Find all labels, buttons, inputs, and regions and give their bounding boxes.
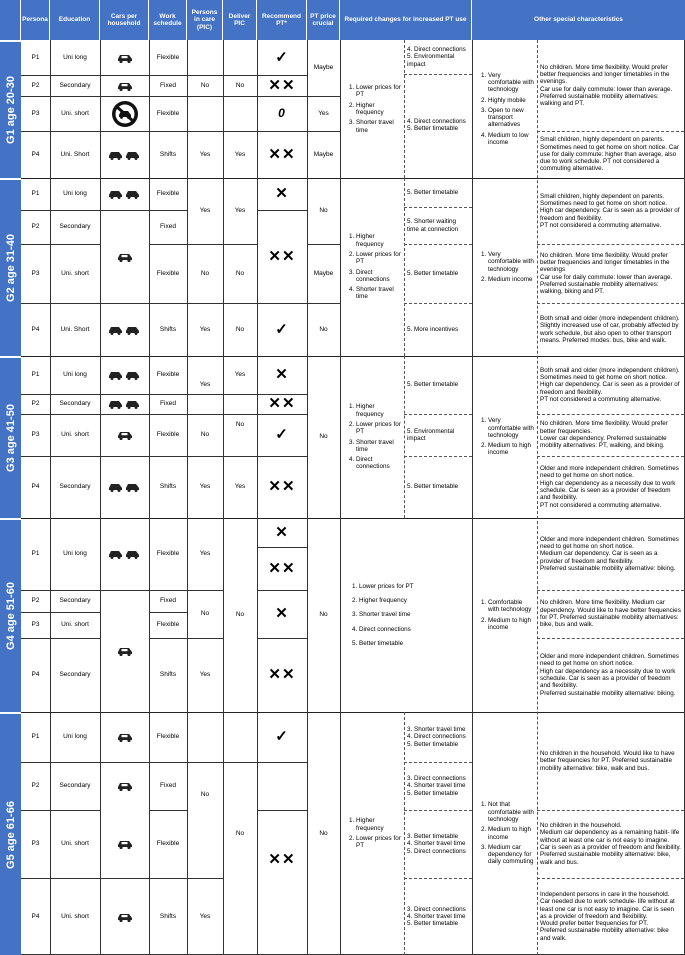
g4-persona-p4: P4 xyxy=(31,671,40,679)
g4-education-p3: Uni. short xyxy=(61,621,89,629)
header-price: PT price crucial xyxy=(307,0,340,40)
g2-price-2: Maybe xyxy=(313,269,334,277)
header-changes: Required changes for increased PT use xyxy=(340,0,472,40)
g3-detail-3: 5. Better timetable xyxy=(407,483,459,491)
double-cross-mark: ✕✕ xyxy=(268,851,296,869)
g2-detail-1: 5. Better timetable xyxy=(407,188,459,196)
g2-education-p1: Uni long xyxy=(63,190,87,198)
group-g2: G2 age 31-40 xyxy=(0,178,21,356)
double-cross-mark: ✕✕ xyxy=(268,666,296,684)
g5-work-p3: Flexible xyxy=(156,840,180,848)
car-icon xyxy=(100,590,149,712)
g3-education-p3: Uni. short xyxy=(61,431,89,439)
g4-attributes: 1. Comfortable with technology 2. Medium to high income xyxy=(472,518,537,712)
two-cars-icon xyxy=(100,131,149,178)
g5-education-p1: Uni long xyxy=(63,733,87,741)
double-cross-mark: ✕✕ xyxy=(268,76,296,94)
g2-other-3: Both small and older (more independent children). Slightly increased use of car, probably affected by work schedule, but also open to other transport means. Preferred modes: bus, bike and walk. xyxy=(540,314,680,344)
g1-work-p2: Fixed xyxy=(160,81,176,89)
car-icon xyxy=(100,210,149,303)
g5-persona-p2: P2 xyxy=(31,782,40,790)
g3-detail-2: 5. Environmental impact xyxy=(407,427,455,442)
g2-education-p3: Uni. short xyxy=(61,269,89,277)
g5-persona-p1: P1 xyxy=(31,733,40,741)
g1-work-p4: Shifts xyxy=(159,150,177,158)
g5-education-p3: Uni. short xyxy=(61,840,89,848)
g2-other-2: No children. More time flexibility. Would prefer better frequencies and longer timetables in the evenings Car use for daily commute: lower than average. Preferred sustainable mobility alternatives: walking, biking and PT. xyxy=(540,251,673,296)
g2-work-p2: Fixed xyxy=(160,223,176,231)
g5-work-p2: Fixed xyxy=(160,782,176,790)
g3-persona-p2: P2 xyxy=(31,400,40,408)
g5-changes: 1. Higher frequency 2. Lower prices for PT xyxy=(340,712,404,955)
no-car-icon xyxy=(100,96,149,131)
g4-work-p3: Flexible xyxy=(156,621,180,629)
check-mark: ✓ xyxy=(275,728,289,746)
g3-work-p1: Flexible xyxy=(156,371,180,379)
g4-work-p4: Shifts xyxy=(159,671,177,679)
g3-education-p1: Uni long xyxy=(63,371,87,379)
g3-persona-p4: P4 xyxy=(31,483,40,491)
g4-price: No xyxy=(319,611,328,619)
g3-work-p4: Shifts xyxy=(159,483,177,491)
header-persona: Persona xyxy=(21,0,50,40)
g4-education-p2: Secondary xyxy=(59,597,91,605)
g5-pic-2: Yes xyxy=(199,912,211,920)
g5-persona-p3: P3 xyxy=(31,840,40,848)
g2-work-p3: Flexible xyxy=(156,269,180,277)
g2-persona-p1: P1 xyxy=(31,190,40,198)
g1-education-p4: Uni. Short xyxy=(60,150,90,158)
g1-pic-p4: Yes xyxy=(199,150,211,158)
g5-persona-p4: P4 xyxy=(31,912,40,920)
g1-education-p1: Uni long xyxy=(63,53,87,61)
g2-pic-1: Yes xyxy=(199,207,211,215)
g1-education-p2: Secondary xyxy=(59,81,91,89)
car-icon xyxy=(100,810,149,878)
g2-education-p4: Uni. Short xyxy=(60,325,90,333)
g1-persona-p1: P1 xyxy=(31,53,40,61)
g2-persona-p4: P4 xyxy=(31,325,40,333)
g3-deliver-3: Yes xyxy=(234,483,246,491)
g3-other-3: Older and more independent children. Sometimes need to get home on short notice. High car dependency as a necessity due to work schedule. Car is seen as a provider of freedom and flexibility. PT not considered a commuting alternative. xyxy=(540,465,679,509)
g1-work-p3: Flexible xyxy=(156,109,180,117)
g3-deliver-2: No xyxy=(235,421,245,429)
check-mark: ✓ xyxy=(275,320,289,338)
g4-persona-p3: P3 xyxy=(31,621,40,629)
g2-pic-3: Yes xyxy=(199,325,211,333)
g2-persona-p2: P2 xyxy=(31,223,40,231)
corner-header xyxy=(0,0,21,40)
group-g5: G5 age 61-66 xyxy=(0,712,21,955)
header-deliver: Deliver PIC xyxy=(223,0,257,40)
g3-pic-2: No xyxy=(200,431,210,439)
g5-education-p2: Secondary xyxy=(59,782,91,790)
g4-pic-1: Yes xyxy=(199,550,211,558)
two-cars-icon xyxy=(100,394,149,414)
g5-price: No xyxy=(319,829,328,837)
two-cars-icon xyxy=(100,356,149,394)
g5-work-p4: Shifts xyxy=(159,912,177,920)
g2-work-p1: Flexible xyxy=(156,190,180,198)
g3-other-2: No children. More time flexibility. Would prefer better frequencies. Lower car dependency. Preferred sustainable mobility alternatives: PT, walking, and biking. xyxy=(540,420,668,450)
g2-changes: 1. Higher frequency 2. Lower prices for PT 3. Direct connections 4. Shorter travel time xyxy=(340,178,404,356)
g2-education-p2: Secondary xyxy=(59,223,91,231)
g3-pic-3: Yes xyxy=(199,483,211,491)
g1-pic-p1-p3: No xyxy=(200,81,210,89)
check-mark: ✓ xyxy=(275,48,289,66)
g5-detail-1: 3. Shorter travel time 4. Direct connections 5. Better timetable xyxy=(407,726,466,748)
g4-pic-2: No xyxy=(200,610,210,618)
g4-other-3: Older and more independent children. Sometimes need to get home on short notice. High car dependency as a necessity due to work schedule. Car is seen as a provider of freedom and flexibility. Preferred sustainable mobility alternative: biking. xyxy=(540,653,679,697)
double-cross-mark: ✕✕ xyxy=(268,145,296,163)
g5-pic-1: No xyxy=(200,791,210,799)
g1-price-3: Maybe xyxy=(313,150,334,158)
header-cars: Cars per household xyxy=(100,0,149,40)
header-work-schedule: Work schedule xyxy=(149,0,187,40)
g1-work-p1: Flexible xyxy=(156,53,180,61)
g3-other-1: Both small and older (more independent children). Sometimes need to get home on short notice. High car dependency. Car is seen as a provider of freedom and flexibility. PT not considered a commuting alternative. xyxy=(540,366,680,403)
header-pic: Persons in care (PIC) xyxy=(187,0,223,40)
g4-other-2: No children. More time flexibility. Medium car dependency. Would like to have better frequencies for PT. Preferred sustainable mobility alternatives: bike, bus and walk. xyxy=(540,599,681,629)
g2-deliver-2: No xyxy=(235,269,245,277)
car-icon xyxy=(100,762,149,810)
header-other: Other special characteristics xyxy=(472,0,685,40)
g2-deliver-1: Yes xyxy=(234,207,246,215)
g3-price: No xyxy=(319,433,328,441)
g1-detail-2: 4. Direct connections 5. Better timetable xyxy=(407,117,466,132)
g4-work-p1: Flexible xyxy=(156,550,180,558)
g4-education-p4: Secondary xyxy=(59,671,91,679)
g1-detail-1: 4. Direct connections 5. Environmental impact xyxy=(407,46,466,68)
g5-attributes: 1. Not that comfortable with technology 2. Medium to high income 3. Medium car dependency for daily commuting xyxy=(472,712,537,955)
g5-detail-4: 3. Direct connections 4. Shorter travel time 5. Better timetable xyxy=(407,905,466,928)
cross-mark: ✕ xyxy=(275,366,289,384)
g5-other-2: No children in the household. Medium car dependency as a remaining habit- life without at least one car is not easy to imagine. Car is seen as a provider of freedom and flexibility. Preferred sustainable mobility alternative: bike, walk and bus. xyxy=(540,822,681,866)
g1-education-p3: Uni. short xyxy=(61,109,89,117)
g5-education-p4: Uni. short xyxy=(61,912,89,920)
g4-education-p1: Uni long xyxy=(63,550,87,558)
cross-mark: ✕ xyxy=(275,605,289,623)
g5-work-p1: Flexible xyxy=(156,733,180,741)
double-cross-mark: ✕✕ xyxy=(268,247,296,265)
g1-persona-p2: P2 xyxy=(31,81,40,89)
g1-other-1: No children. More time flexibility. Would prefer better frequencies and longer timetables in the evenings. Car use for daily commute: lower than average. Preferred sustainable mobility alternatives: walking and PT. xyxy=(540,63,673,108)
header-education: Education xyxy=(50,0,100,40)
double-cross-mark: ✕✕ xyxy=(268,559,296,577)
g5-deliver: No xyxy=(235,829,245,837)
g3-education-p2: Secondary xyxy=(59,400,91,408)
two-cars-icon xyxy=(100,456,149,518)
g5-other-1: No children in the household. Would like to have better frequencies for PT. Preferred sustainable mobility alternative: bike, walk and bus. xyxy=(540,750,675,772)
car-icon xyxy=(100,75,149,96)
g2-detail-3: 5. Better timetable xyxy=(407,269,459,277)
g5-detail-2: 3. Direct connections 4. Shorter travel time 5. Better timetable xyxy=(407,775,466,797)
g4-persona-p1: P1 xyxy=(31,550,40,558)
g3-work-p2: Fixed xyxy=(160,400,176,408)
check-mark: ✓ xyxy=(275,426,289,444)
group-g3: G3 age 41-50 xyxy=(0,356,21,518)
g3-changes: 1. Higher frequency 2. Lower prices for PT 3. Shorter travel time 4. Direct connections xyxy=(340,356,404,518)
g2-detail-4: 5. More incentives xyxy=(407,325,459,333)
car-icon xyxy=(100,40,149,75)
g2-pic-2: No xyxy=(200,269,210,277)
g2-work-p4: Shifts xyxy=(159,325,177,333)
g4-persona-p2: P2 xyxy=(31,597,40,605)
g1-deliver-p4: Yes xyxy=(234,150,246,158)
g1-persona-p4: P4 xyxy=(31,150,40,158)
g2-persona-p3: P3 xyxy=(31,269,40,277)
g3-persona-p3: P3 xyxy=(31,431,40,439)
g5-other-3: Independent persons in care in the household. Car needed due to work schedule- life without at least one car is not easy to imagine. Car is seen as a provider of freedom and flexibility. Would prefer better frequencies for PT. Preferred sustainable mobility alternative: bike and walk. xyxy=(540,890,675,942)
g3-work-p3: Flexible xyxy=(156,431,180,439)
car-icon xyxy=(100,878,149,955)
g4-other-1: Older and more independent children. Sometimes need to get home on short notice. Medium car dependency. Car is seen as a provider of freedom and flexibility. Preferred sustainable mobility alternative: biking. xyxy=(540,535,679,572)
g1-deliver-p1-p3: No xyxy=(235,81,245,89)
two-cars-icon xyxy=(100,518,149,590)
g3-persona-p1: P1 xyxy=(31,371,40,379)
g4-deliver: No xyxy=(235,611,245,619)
car-icon xyxy=(100,414,149,456)
car-icon xyxy=(100,712,149,762)
g2-price-3: No xyxy=(319,325,328,333)
zero-mark: 0 xyxy=(278,105,286,120)
g2-attributes: 1. Very comfortable with technology 2. Medium income xyxy=(472,178,537,356)
g3-pic-1: Yes xyxy=(199,381,211,389)
g3-detail-1: 5. Better timetable xyxy=(407,381,459,389)
g1-price-1: Maybe xyxy=(313,64,334,72)
g3-education-p4: Secondary xyxy=(59,483,91,491)
g1-changes: 1. Lower prices for PT 2. Higher frequency 3. Shorter travel time xyxy=(340,40,404,178)
two-cars-icon xyxy=(100,178,149,210)
cross-mark: ✕ xyxy=(275,185,289,203)
g2-detail-2: 5. Shorter waiting time at connection xyxy=(407,218,459,233)
g2-deliver-3: No xyxy=(235,325,245,333)
g2-other-1: Small children, highly dependent on parents. Sometimes need to get home on short notice. High car dependency. Car is seen as a provider of freedom and flexibility. PT not considered a commuting alternative. xyxy=(540,192,680,229)
g1-attributes: 1. Very comfortable with technology 2. Highly mobile 3. Open to new transport alternatives 4. Medium to low income xyxy=(472,40,537,178)
double-cross-mark: ✕✕ xyxy=(268,395,296,413)
g3-deliver-1: Yes xyxy=(234,371,246,379)
g4-changes: 1. Lower prices for PT 2. Higher frequency 3. Shorter travel time 4. Direct connections 5. Better timetable xyxy=(340,518,472,712)
g1-other-2: Small children, highly dependent on parents. Sometimes need to get home on short notice. Car use for daily commute: higher than average, also due to work schedule. PT not considered a commuting alternative. xyxy=(540,136,679,173)
g3-attributes: 1. Very comfortable with technology 2. Medium to high income xyxy=(472,356,537,518)
header-recommend: Recommend PT* xyxy=(257,0,307,40)
group-g4: G4 age 51-60 xyxy=(0,518,21,712)
g1-persona-p3: P3 xyxy=(31,109,40,117)
group-g1: G1 age 20-30 xyxy=(0,40,21,178)
g5-detail-3: 3. Better timetable 4. Shorter travel time 5. Direct connections xyxy=(407,833,466,855)
cross-mark: ✕ xyxy=(275,523,289,541)
g4-pic-3: Yes xyxy=(199,671,211,679)
g2-price-1: No xyxy=(319,207,328,215)
double-cross-mark: ✕✕ xyxy=(268,478,296,496)
two-cars-icon xyxy=(100,303,149,356)
g4-work-p2: Fixed xyxy=(160,597,176,605)
g1-price-2: Yes xyxy=(318,109,329,117)
